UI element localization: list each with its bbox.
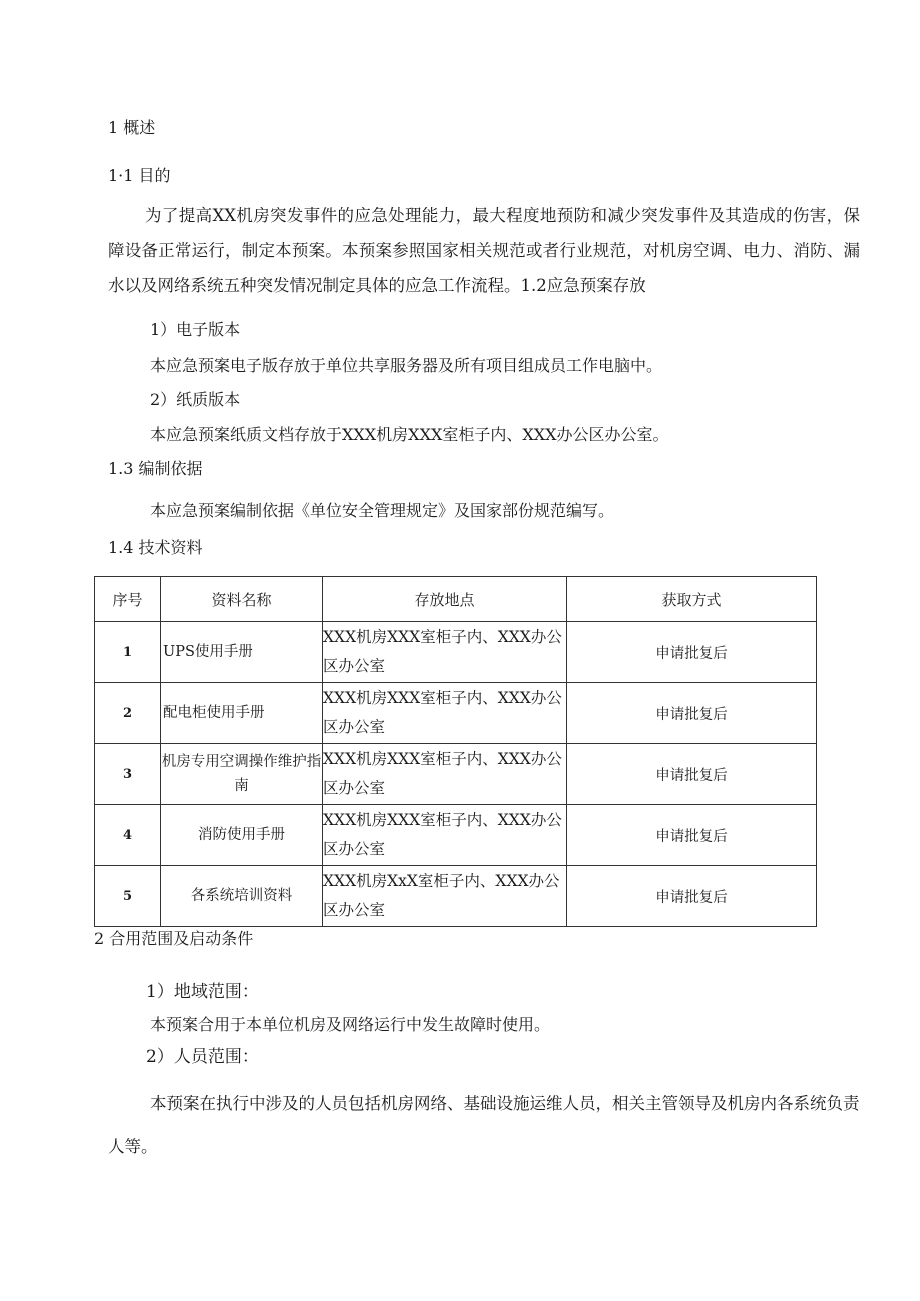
electronic-version-label: 1）电子版本 [150,320,241,339]
row-name: 配电柜使用手册 [161,683,323,744]
row-method: 申请批复后 [567,622,817,683]
row-location: XXX机房XXX室柜子内、XXX办公区办公室 [323,622,567,683]
section-1-1-paragraph: 为了提高XX机房突发事件的应急处理能力，最大程度地预防和减少突发事件及其造成的伤害，保障设备正常运行，制定本预案。本预案参照国家相关规范或者行业规范，对机房空调、电力、消防、漏水以及网络系统五种突发情况制定具体的应急工作流程。1.2应急预案存放 [108,206,860,295]
row-seq: 2 [95,683,161,744]
table-row [95,805,817,866]
table-row [95,866,817,927]
row-name: 机房专用空调操作维护指南 [161,744,323,805]
personnel-scope-text: 本预案在执行中涉及的人员包括机房网络、基础设施运维人员，相关主管领导及机房内各系统负责人等。 [108,1094,860,1156]
header-method: 获取方式 [567,577,817,622]
personnel-scope-label: 2）人员范围： [146,1047,259,1067]
paper-version-text: 本应急预案纸质文档存放于XXX机房XXX室柜子内、XXX办公区办公室。 [150,425,669,444]
section-2-heading: 2 合用范围及启动条件 [94,929,254,948]
row-location: XXX机房XxX室柜子内、XXX办公区办公室 [323,866,567,927]
row-location: XXX机房XXX室柜子内、XXX办公区办公室 [323,805,567,866]
row-seq: 5 [95,866,161,927]
row-location: XXX机房XXX室柜子内、XXX办公区办公室 [323,744,567,805]
row-seq: 4 [95,805,161,866]
row-method: 申请批复后 [567,744,817,805]
header-seq: 序号 [95,577,161,622]
row-name: UPS使用手册 [161,622,323,683]
row-seq: 1 [95,622,161,683]
section-1-4-heading: 1.4 技术资料 [108,538,203,557]
table-row [95,744,817,805]
row-seq: 3 [95,744,161,805]
header-location: 存放地点 [323,577,567,622]
row-method: 申请批复后 [567,683,817,744]
row-method: 申请批复后 [567,805,817,866]
section-1-heading: 1 概述 [108,118,156,137]
row-name: 消防使用手册 [161,805,323,866]
region-scope-text: 本预案合用于本单位机房及网络运行中发生故障时使用。 [150,1015,551,1034]
table-row [95,683,817,744]
row-name: 各系统培训资料 [161,866,323,927]
section-1-1-heading: 1·1 目的 [108,166,171,185]
section-1-3-heading: 1.3 编制依据 [108,459,203,478]
row-location: XXX机房XXX室柜子内、XXX办公区办公室 [323,683,567,744]
section-1-3-text: 本应急预案编制依据《单位安全管理规定》及国家部份规范编写。 [150,501,615,520]
table-header-row [95,577,817,622]
technical-materials-table [94,576,817,927]
header-name: 资料名称 [161,577,323,622]
region-scope-label: 1）地域范围： [146,982,259,1002]
electronic-version-text: 本应急预案电子版存放于单位共享服务器及所有项目组成员工作电脑中。 [150,356,663,375]
table-row [95,622,817,683]
row-method: 申请批复后 [567,866,817,927]
paper-version-label: 2）纸质版本 [150,390,241,409]
